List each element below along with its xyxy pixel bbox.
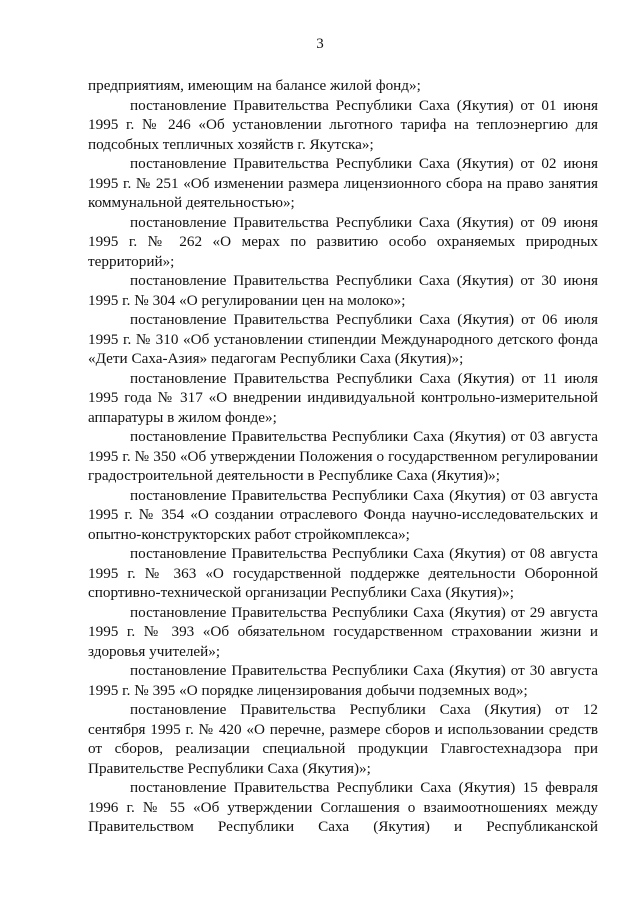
paragraph-resolution-304: постановление Правительства Республики Саха (Якутия) от 30 июня 1995 г. № 304 «О регулировании цен на молоко»; (88, 272, 598, 309)
paragraph-resolution-354: постановление Правительства Республики Саха (Якутия) от 03 августа 1995 г. № 354 «О создании отраслевого Фонда научно-исследовательских и опытно-конструкторских работ стройкомплекса»; (88, 486, 598, 543)
paragraph-resolution-246: постановление Правительства Республики Саха (Якутия) от 01 июня 1995 г. № 246 «Об установлении льготного тарифа на теплоэнергию для подсобных тепличных хозяйств г. Якутска»; (88, 96, 598, 153)
paragraph-resolution-420: постановление Правительства Республики Саха (Якутия) от 12 сентября 1995 г. № 420 «О перечне, размере сборов и использовании средств от сборов, реализации специальной продукции Главгостехнадзора при Правительстве Республики Саха (Якутия)»; (88, 701, 598, 777)
paragraph-resolution-55: постановление Правительства Республики Саха (Якутия) 15 февраля 1996 г. № 55 «Об утверждении Соглашения о взаимоотношениях между Правительством Республики Саха (Якутия) и Республиканской (88, 779, 598, 835)
document-body (88, 76, 598, 837)
paragraph-resolution-317: постановление Правительства Республики Саха (Якутия) от 11 июля 1995 года № 317 «О внедрении индивидуальной контрольно-измерительной аппаратуры в жилом фонде»; (88, 369, 598, 426)
page-number: 3 (316, 36, 324, 52)
paragraph-resolution-393: постановление Правительства Республики Саха (Якутия) от 29 августа 1995 г. № 393 «Об обязательном государственном страховании жизни и здоровья учителей»; (88, 603, 598, 660)
paragraph-resolution-262: постановление Правительства Республики Саха (Якутия) от 09 июня 1995 г. № 262 «О мерах по развитию особо охраняемых природных территорий»; (88, 213, 598, 270)
paragraph-continuation: предприятиям, имеющим на балансе жилой фонд»; (88, 77, 421, 94)
paragraph-resolution-310: постановление Правительства Республики Саха (Якутия) от 06 июля 1995 г. № 310 «Об установлении стипендии Международного детского фонда «Дети Саха-Азия» педагогам Республики Саха (Якутия)»; (88, 311, 598, 367)
paragraph-resolution-251: постановление Правительства Республики Саха (Якутия) от 02 июня 1995 г. № 251 «Об изменении размера лицензионного сбора на право занятия коммунальной деятельностью»; (88, 155, 598, 211)
paragraph-resolution-363: постановление Правительства Республики Саха (Якутия) от 08 августа 1995 г. № 363 «О государственной поддержке деятельности Оборонной спортивно-технической организации Республики Саха (Якутия)»; (88, 545, 598, 601)
paragraph-resolution-350: постановление Правительства Республики Саха (Якутия) от 03 августа 1995 г. № 350 «Об утверждении Положения о государственном регулировании градостроительной деятельности в Республике Саха (Якутия)»; (88, 428, 598, 484)
paragraph-resolution-395: постановление Правительства Республики Саха (Якутия) от 30 августа 1995 г. № 395 «О порядке лицензирования добычи подземных вод»; (88, 662, 598, 699)
